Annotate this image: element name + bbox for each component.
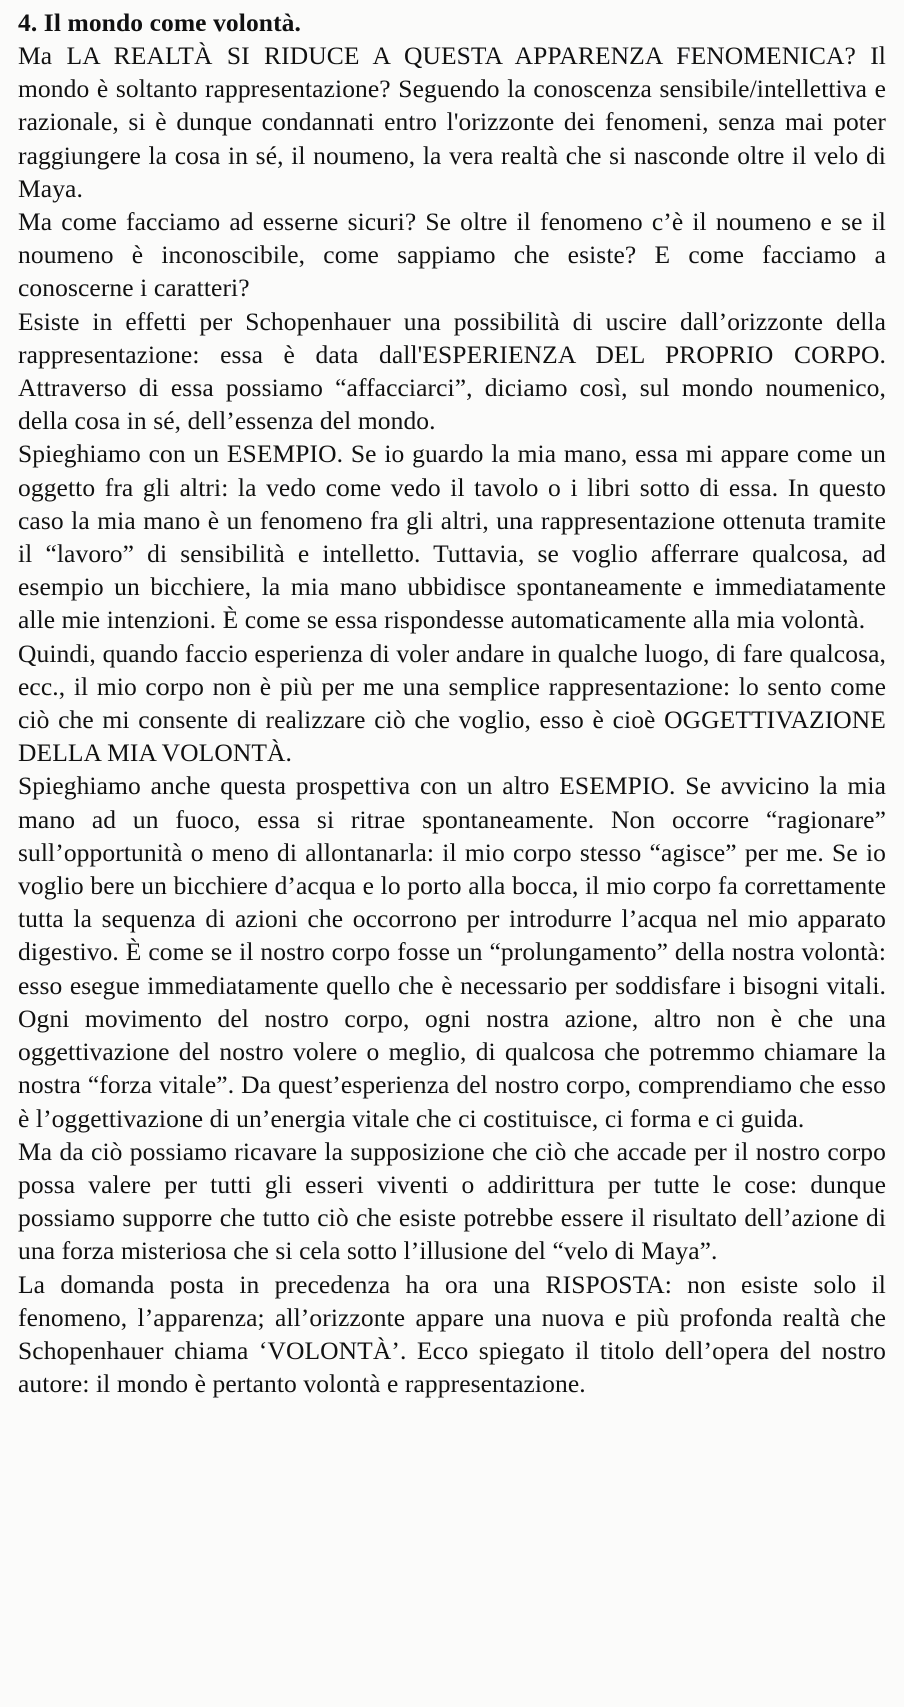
- cut-off-next-line: [0, 1700, 904, 1707]
- paragraph-5: Quindi, quando faccio esperienza di voler andare in qualche luogo, di fare qualcosa, ecc., il mio corpo non è più per me una semplice rappresentazione: lo sento come ciò che mi consente di realizzare ciò che voglio, esso è cioè OGGETTIVAZIONE DELLA MIA VOLONTÀ.: [18, 638, 886, 768]
- paragraph-8: La domanda posta in precedenza ha ora una RISPOSTA: non esiste solo il fenomeno, l’apparenza; all’orizzonte appare una nuova e più profonda realtà che Schopenhauer chiama ‘VOLONTÀ’. Ecco spiegato il titolo dell’opera del nostro autore: il mondo è pertanto volontà e rappresentazione.: [18, 1269, 886, 1399]
- paragraph-4: Spieghiamo con un ESEMPIO. Se io guardo la mia mano, essa mi appare come un oggetto fra gli altri: la vedo come vedo il tavolo o i libri sotto di essa. In questo caso la mia mano è un fenomeno fra gli altri, una rappresentazione ottenuta tramite il “lavoro” di sensibilità e intelletto. Tuttavia, se voglio afferrare qualcosa, ad esempio un bicchiere, la mia mano ubbidisce spontaneamente e immediatamente alle mie intenzioni. È come se essa rispondesse automaticamente alla mia volontà.: [18, 439, 886, 635]
- paragraph-7: Ma da ciò possiamo ricavare la supposizione che ciò che accade per il nostro corpo possa valere per tutti gli esseri viventi o addirittura per tutte le cose: dunque possiamo supporre che tutto ciò che esiste potrebbe essere il risultato dell’azione di una forza misteriosa che si cela sotto l’illusione del “velo di Maya”.: [18, 1136, 886, 1266]
- paragraph-6: Spieghiamo anche questa prospettiva con un altro ESEMPIO. Se avvicino la mia mano ad un fuoco, essa si ritrae spontaneamente. Non occorre “ragionare” sull’opportunità o meno di allontanarla: il mio corpo stesso “agisce” per me. Se io voglio bere un bicchiere d’acqua e lo porto alla bocca, il mio corpo fa correttamente tutta la sequenza di azioni che occorrono per introdurre l’acqua nel mio apparato digestivo. È come se il nostro corpo fosse un “prolungamento” della nostra volontà: esso esegue immediatamente quello che è necessario per soddisfare i bisogni vitali. Ogni movimento del nostro corpo, ogni nostra azione, altro non è che una oggettivazione del nostro volere o meglio, di qualcosa che potremmo chiamare la nostra “forza vitale”. Da quest’esperienza del nostro corpo, comprendiamo che esso è l’oggettivazione di un’energia vitale che ci costituisce, ci forma e ci guida.: [18, 771, 886, 1133]
- document-body: [18, 6, 886, 1400]
- section-heading: 4. Il mondo come volontà.: [18, 8, 301, 37]
- paragraph-1: Ma LA REALTÀ SI RIDUCE A QUESTA APPARENZA FENOMENICA? Il mondo è soltanto rappresentazione? Seguendo la conoscenza sensibile/intellettiva e razionale, si è dunque condannati entro l'orizzonte dei fenomeni, senza mai poter raggiungere la cosa in sé, il noumeno, la vera realtà che si nasconde oltre il velo di Maya.: [18, 41, 886, 203]
- paragraph-2: Ma come facciamo ad esserne sicuri? Se oltre il fenomeno c’è il noumeno e se il noumeno è inconoscibile, come sappiamo che esiste? E come facciamo a conoscerne i caratteri?: [18, 207, 886, 303]
- paragraph-3: Esiste in effetti per Schopenhauer una possibilità di uscire dall’orizzonte della rappresentazione: essa è data dall'ESPERIENZA DEL PROPRIO CORPO. Attraverso di essa possiamo “affacciarci”, diciamo così, sul mondo noumenico, della cosa in sé, dell’essenza del mondo.: [18, 306, 886, 436]
